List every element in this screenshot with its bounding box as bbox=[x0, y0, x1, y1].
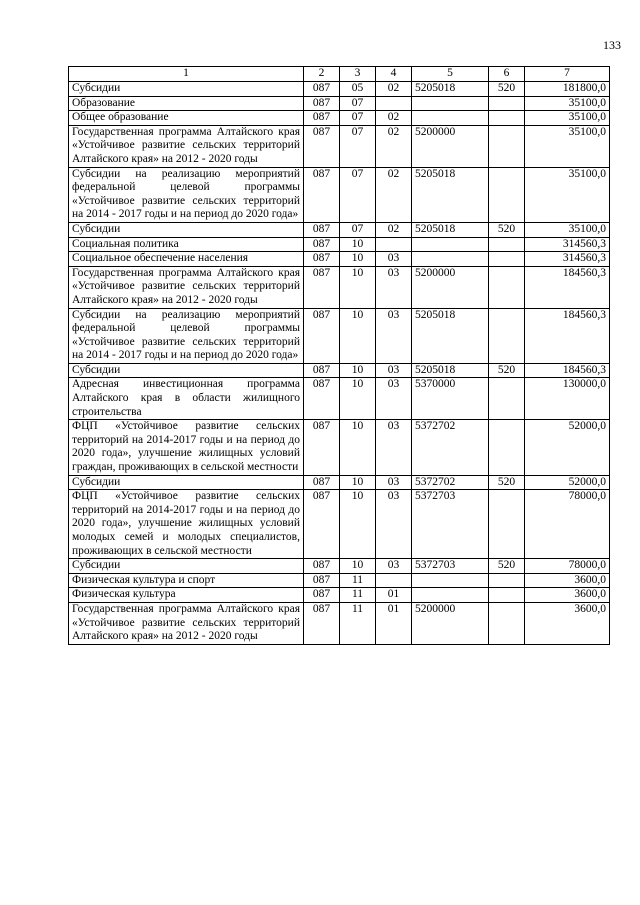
item-name bbox=[69, 111, 304, 126]
target-article-code: 5372702 bbox=[412, 475, 489, 490]
expense-type-code: 520 bbox=[489, 363, 525, 378]
item-name-text: Субсидии bbox=[72, 475, 121, 488]
table-row bbox=[69, 125, 610, 167]
amount: 35100,0 bbox=[525, 222, 610, 237]
amount: 78000,0 bbox=[525, 559, 610, 574]
grbs-code: 087 bbox=[304, 222, 340, 237]
amount: 184560,3 bbox=[525, 308, 610, 363]
item-name-text: Субсидии на реализацию мероприятий федеральной целевой программы «Устойчивое развитие сельских территорий на 2014 - 2017 годы и на период до 2020 года» bbox=[72, 308, 300, 362]
subsection-code: 02 bbox=[376, 125, 412, 167]
item-name bbox=[69, 588, 304, 603]
grbs-code: 087 bbox=[304, 308, 340, 363]
item-name-text: Субсидии bbox=[72, 82, 121, 94]
item-name bbox=[69, 475, 304, 490]
target-article-code: 5372702 bbox=[412, 420, 489, 475]
item-name bbox=[69, 420, 304, 475]
target-article-code: 5205018 bbox=[412, 167, 489, 222]
amount: 35100,0 bbox=[525, 111, 610, 126]
subsection-code: 03 bbox=[376, 559, 412, 574]
item-name bbox=[69, 573, 304, 588]
subsection-code: 01 bbox=[376, 588, 412, 603]
item-name-text: Субсидии на реализацию мероприятий федеральной целевой программы «Устойчивое развитие сельских территорий на 2014 - 2017 годы и на период до 2020 года» bbox=[72, 167, 300, 221]
amount: 3600,0 bbox=[525, 602, 610, 644]
section-code: 10 bbox=[340, 363, 376, 378]
table-row bbox=[69, 573, 610, 588]
item-name bbox=[69, 125, 304, 167]
amount: 78000,0 bbox=[525, 490, 610, 559]
expense-type-code bbox=[489, 111, 525, 126]
header-cell-7: 7 bbox=[525, 67, 610, 82]
grbs-code: 087 bbox=[304, 378, 340, 420]
expense-type-code bbox=[489, 96, 525, 111]
subsection-code: 03 bbox=[376, 420, 412, 475]
expense-type-code bbox=[489, 378, 525, 420]
table-row bbox=[69, 378, 610, 420]
grbs-code: 087 bbox=[304, 167, 340, 222]
item-name bbox=[69, 167, 304, 222]
header-cell-1: 1 bbox=[69, 67, 304, 82]
section-code: 07 bbox=[340, 125, 376, 167]
header-cell-6: 6 bbox=[489, 67, 525, 82]
target-article-code bbox=[412, 573, 489, 588]
expense-type-code bbox=[489, 167, 525, 222]
expense-type-code bbox=[489, 588, 525, 603]
amount: 3600,0 bbox=[525, 573, 610, 588]
grbs-code: 087 bbox=[304, 475, 340, 490]
table-row bbox=[69, 111, 610, 126]
target-article-code: 5200000 bbox=[412, 602, 489, 644]
target-article-code bbox=[412, 237, 489, 252]
item-name-text: Государственная программа Алтайского края «Устойчивое развитие сельских территорий Алтайского края» на 2012 - 2020 годы bbox=[72, 266, 300, 306]
target-article-code: 5200000 bbox=[412, 125, 489, 167]
item-name bbox=[69, 222, 304, 237]
expense-type-code: 520 bbox=[489, 559, 525, 574]
item-name-text: Общее образование bbox=[72, 111, 169, 124]
expense-type-code bbox=[489, 125, 525, 167]
grbs-code: 087 bbox=[304, 111, 340, 126]
item-name-text: Государственная программа Алтайского края «Устойчивое развитие сельских территорий Алтайского края» на 2012 - 2020 годы bbox=[72, 602, 300, 643]
item-name-text: ФЦП «Устойчивое развитие сельских территорий на 2014-2017 годы и на период до 2020 года», улучшение жилищных условий граждан, проживающих в сельской местности bbox=[72, 420, 300, 474]
section-code: 11 bbox=[340, 602, 376, 644]
page-number: 133 bbox=[603, 38, 621, 52]
amount: 314560,3 bbox=[525, 237, 610, 252]
subsection-code: 01 bbox=[376, 602, 412, 644]
target-article-code: 5370000 bbox=[412, 378, 489, 420]
table-row bbox=[69, 475, 610, 490]
item-name bbox=[69, 237, 304, 252]
subsection-code: 03 bbox=[376, 266, 412, 308]
grbs-code: 087 bbox=[304, 96, 340, 111]
table-row bbox=[69, 252, 610, 267]
grbs-code: 087 bbox=[304, 602, 340, 644]
subsection-code: 03 bbox=[376, 475, 412, 490]
item-name-text: Социальное обеспечение населения bbox=[72, 252, 249, 265]
section-code: 10 bbox=[340, 420, 376, 475]
amount: 52000,0 bbox=[525, 420, 610, 475]
section-code: 10 bbox=[340, 237, 376, 252]
item-name-text: Субсидии bbox=[72, 559, 121, 572]
target-article-code: 5200000 bbox=[412, 266, 489, 308]
header-row bbox=[69, 67, 610, 82]
table-row bbox=[69, 266, 610, 308]
item-name bbox=[69, 96, 304, 111]
section-code: 07 bbox=[340, 167, 376, 222]
subsection-code: 02 bbox=[376, 82, 412, 97]
expense-type-code bbox=[489, 252, 525, 267]
subsection-code: 03 bbox=[376, 378, 412, 420]
section-code: 10 bbox=[340, 475, 376, 490]
table-row bbox=[69, 602, 610, 644]
amount: 184560,3 bbox=[525, 363, 610, 378]
table-row bbox=[69, 96, 610, 111]
grbs-code: 087 bbox=[304, 559, 340, 574]
table-row bbox=[69, 222, 610, 237]
item-name bbox=[69, 378, 304, 420]
expense-type-code: 520 bbox=[489, 475, 525, 490]
grbs-code: 087 bbox=[304, 573, 340, 588]
grbs-code: 087 bbox=[304, 82, 340, 97]
section-code: 11 bbox=[340, 573, 376, 588]
target-article-code: 5205018 bbox=[412, 308, 489, 363]
amount: 130000,0 bbox=[525, 378, 610, 420]
expense-type-code bbox=[489, 237, 525, 252]
amount: 184560,3 bbox=[525, 266, 610, 308]
item-name bbox=[69, 252, 304, 267]
subsection-code bbox=[376, 96, 412, 111]
grbs-code: 087 bbox=[304, 363, 340, 378]
section-code: 10 bbox=[340, 308, 376, 363]
amount: 52000,0 bbox=[525, 475, 610, 490]
item-name bbox=[69, 490, 304, 559]
grbs-code: 087 bbox=[304, 420, 340, 475]
item-name bbox=[69, 363, 304, 378]
item-name-text: Социальная политика bbox=[72, 237, 179, 250]
amount: 3600,0 bbox=[525, 588, 610, 603]
section-code: 10 bbox=[340, 252, 376, 267]
grbs-code: 087 bbox=[304, 588, 340, 603]
expense-type-code: 520 bbox=[489, 82, 525, 97]
item-name-text: Образование bbox=[72, 96, 136, 109]
item-name bbox=[69, 266, 304, 308]
subsection-code: 03 bbox=[376, 490, 412, 559]
section-code: 07 bbox=[340, 222, 376, 237]
amount: 35100,0 bbox=[525, 125, 610, 167]
header-cell-4: 4 bbox=[376, 67, 412, 82]
item-name-text: Адресная инвестиционная программа Алтайского края в области жилищного строительства bbox=[72, 378, 300, 418]
expense-type-code bbox=[489, 573, 525, 588]
grbs-code: 087 bbox=[304, 237, 340, 252]
section-code: 10 bbox=[340, 559, 376, 574]
expense-type-code bbox=[489, 490, 525, 559]
target-article-code: 5205018 bbox=[412, 363, 489, 378]
expense-type-code bbox=[489, 420, 525, 475]
subsection-code bbox=[376, 573, 412, 588]
subsection-code: 02 bbox=[376, 222, 412, 237]
item-name bbox=[69, 82, 304, 97]
amount: 35100,0 bbox=[525, 96, 610, 111]
table-row bbox=[69, 490, 610, 559]
header-cell-2: 2 bbox=[304, 67, 340, 82]
subsection-code bbox=[376, 237, 412, 252]
item-name-text: Субсидии bbox=[72, 363, 121, 376]
table-row bbox=[69, 363, 610, 378]
section-code: 07 bbox=[340, 96, 376, 111]
subsection-code: 03 bbox=[376, 363, 412, 378]
target-article-code: 5372703 bbox=[412, 490, 489, 559]
section-code: 10 bbox=[340, 490, 376, 559]
table-row bbox=[69, 588, 610, 603]
item-name-text: Государственная программа Алтайского края «Устойчивое развитие сельских территорий Алтайского края» на 2012 - 2020 годы bbox=[72, 125, 300, 165]
target-article-code bbox=[412, 588, 489, 603]
expense-type-code bbox=[489, 602, 525, 644]
subsection-code: 03 bbox=[376, 308, 412, 363]
table-row bbox=[69, 420, 610, 475]
table-row bbox=[69, 82, 610, 97]
target-article-code bbox=[412, 252, 489, 267]
grbs-code: 087 bbox=[304, 252, 340, 267]
header-cell-5: 5 bbox=[412, 67, 489, 82]
budget-table bbox=[68, 66, 610, 645]
target-article-code bbox=[412, 96, 489, 111]
grbs-code: 087 bbox=[304, 490, 340, 559]
grbs-code: 087 bbox=[304, 266, 340, 308]
item-name bbox=[69, 559, 304, 574]
section-code: 11 bbox=[340, 588, 376, 603]
table-row bbox=[69, 237, 610, 252]
target-article-code bbox=[412, 111, 489, 126]
item-name-text: Физическая культура и спорт bbox=[72, 573, 216, 586]
amount: 314560,3 bbox=[525, 252, 610, 267]
grbs-code: 087 bbox=[304, 125, 340, 167]
section-code: 07 bbox=[340, 111, 376, 126]
item-name-text: ФЦП «Устойчивое развитие сельских территорий на 2014-2017 годы и на период до 2020 года», улучшение жилищных условий молодых семей и молодых специалистов, проживающих в сельской местности bbox=[72, 490, 300, 557]
amount: 181800,0 bbox=[525, 82, 610, 97]
amount: 35100,0 bbox=[525, 167, 610, 222]
table-row bbox=[69, 167, 610, 222]
header-cell-3: 3 bbox=[340, 67, 376, 82]
subsection-code: 03 bbox=[376, 252, 412, 267]
item-name-text: Физическая культура bbox=[72, 588, 176, 601]
expense-type-code: 520 bbox=[489, 222, 525, 237]
section-code: 05 bbox=[340, 82, 376, 97]
item-name bbox=[69, 602, 304, 644]
subsection-code: 02 bbox=[376, 167, 412, 222]
section-code: 10 bbox=[340, 266, 376, 308]
item-name bbox=[69, 308, 304, 363]
expense-type-code bbox=[489, 308, 525, 363]
section-code: 10 bbox=[340, 378, 376, 420]
expense-type-code bbox=[489, 266, 525, 308]
subsection-code: 02 bbox=[376, 111, 412, 126]
target-article-code: 5205018 bbox=[412, 222, 489, 237]
table-row bbox=[69, 559, 610, 574]
table-row bbox=[69, 308, 610, 363]
item-name-text: Субсидии bbox=[72, 222, 121, 235]
target-article-code: 5205018 bbox=[412, 82, 489, 97]
target-article-code: 5372703 bbox=[412, 559, 489, 574]
